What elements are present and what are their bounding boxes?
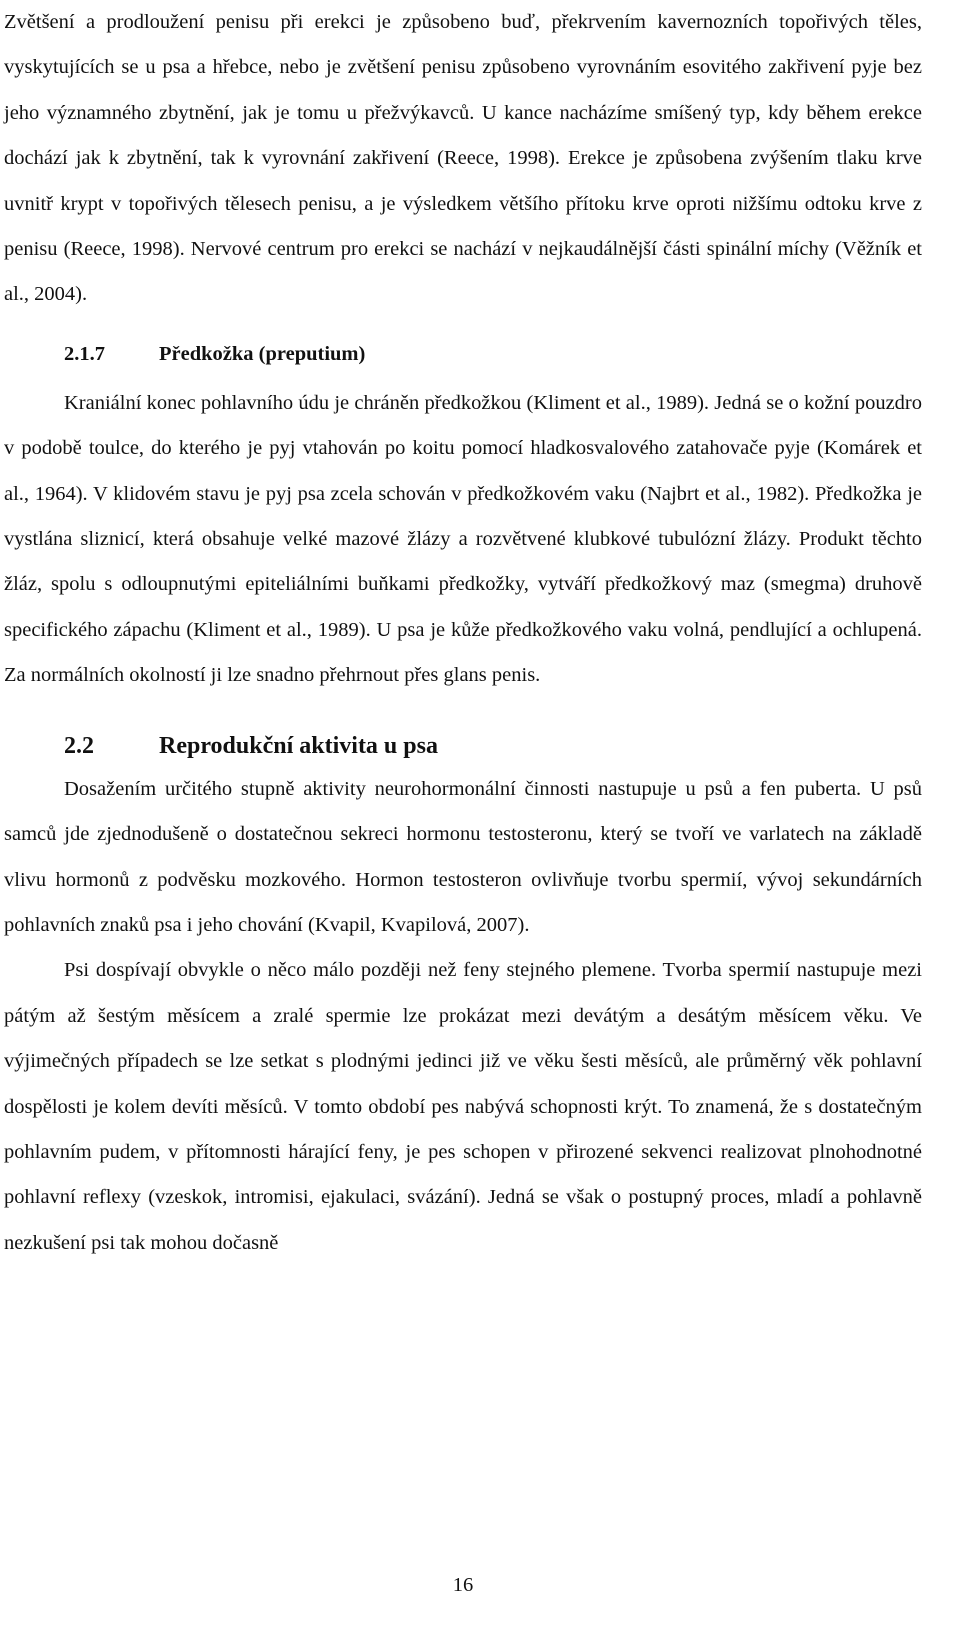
paragraph-preputium: Kraniální konec pohlavního údu je chráněn předkožkou (Kliment et al., 1989). Jedná se o kožní pouzdro v podobě toulce, do kterého je pyj vtahován po koitu pomocí hladkosvalového zatahovače pyje (Komárek et al., 1964). V klidovém stavu je pyj psa zcela schován v předkožkovém vaku (Najbrt et al., 1982). Předkožka je vystlána sliznicí, která obsahuje velké mazové žlázy a rozvětvené klubkové tubulózní žlázy. Produkt těchto žláz, spolu s odloupnutými epiteliálními buňkami předkožky, vytváří předkožkový maz (smegma) druhově specifického zápachu (Kliment et al., 1989). U psa je kůže předkožkového vaku volná, pendlující a ochlupená. Za normálních okolností ji lze snadno přehrnout přes glans penis. — [4, 391, 922, 687]
section-title: Předkožka (preputium) — [159, 342, 366, 365]
document-page — [4, 0, 922, 1266]
page-number: 16 — [452, 1574, 474, 1596]
section-number: 2.1.7 — [64, 342, 105, 365]
section-number: 2.2 — [64, 732, 94, 759]
section-title: Reprodukční aktivita u psa — [159, 732, 438, 759]
section-heading-2-1-7 — [4, 332, 922, 377]
paragraph-maturity: Psi dospívají obvykle o něco málo později než feny stejného plemene. Tvorba spermií nastupuje mezi pátým až šestým měsícem a zralé spermie lze prokázat mezi devátým a desátým měsícem věku. Ve výjimečných případech se lze setkat s plodnými jedinci již ve věku šesti měsíců, ale průměrný věk pohlavní dospělosti je kolem devíti měsíců. V tomto období pes nabývá schopnosti krýt. To znamená, že s dostatečným pohlavním pudem, v přítomnosti hárající feny, je pes schopen v přirozené sekvenci realizovat plnohodnotné pohlavní reflexy (vzeskok, intromisi, ejakulaci, svázání). Jedná se však o postupný proces, mladí a pohlavně nezkušení psi tak mohou dočasně — [4, 959, 922, 1254]
paragraph-puberty: Dosažením určitého stupně aktivity neurohormonální činnosti nastupuje u psů a fen puberta. U psů samců jde zjednodušeně o dostatečnou sekreci hormonu testosteronu, který se tvoří ve varlatech na základě vlivu hormonů z podvěsku mozkového. Hormon testosteron ovlivňuje tvorbu spermií, vývoj sekundárních pohlavních znaků psa i jeho chování (Kvapil, Kvapilová, 2007). — [4, 777, 922, 936]
paragraph-erection: Zvětšení a prodloužení penisu při erekci je způsobeno buď, překrvením kavernozních topořivých těles, vyskytujících se u psa a hřebce, nebo je zvětšení penisu způsobeno vyrovnáním esovitého zakřivení pyje bez jeho významného zbytnění, jak je tomu u přežvýkavců. U kance nacházíme smíšený typ, kdy během erekce dochází jak k zbytnění, tak k vyrovnání zakřivení (Reece, 1998). Erekce je způsobena zvýšením tlaku krve uvnitř krypt v topořivých tělesech penisu, a je výsledkem většího přítoku krve oproti nižšímu odtoku krve z penisu (Reece, 1998). Nervové centrum pro erekci se nachází v nejkaudálnější části spinální míchy (Věžník et al., 2004). — [4, 11, 922, 306]
section-heading-2-2 — [4, 725, 922, 767]
